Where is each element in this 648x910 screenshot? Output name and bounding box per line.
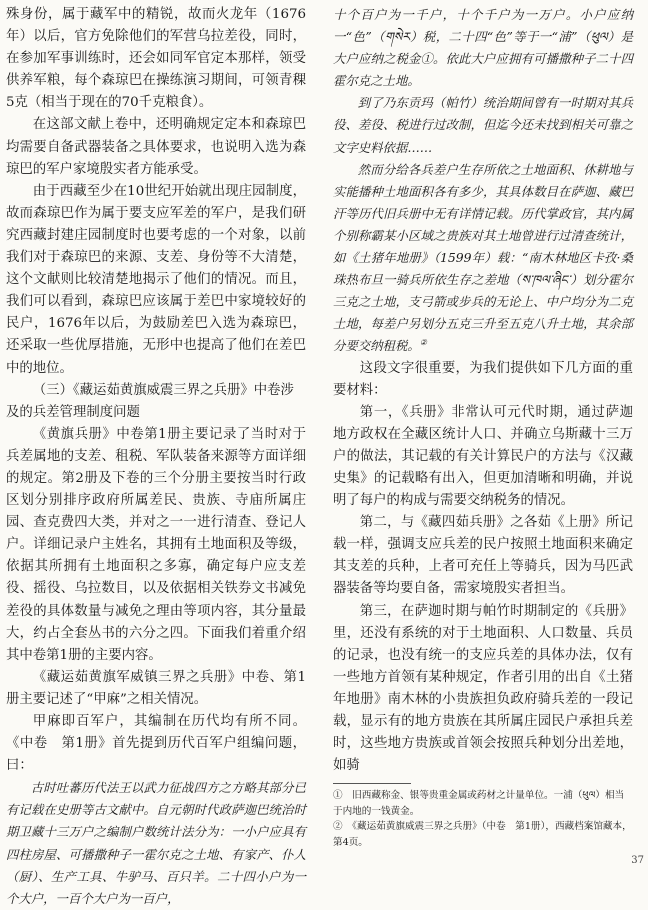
paragraph: 在这部文献上卷中，还明确规定定本和森琼巴均需要自备武器装备之具体要求，也说明入选为森琼巴的军户家境殷实者方能承受。 (6, 117, 306, 177)
paragraph: 第一，《兵册》非常认可元代时期，通过萨迦地方政权在全藏区统计人口、并确立乌斯藏十三万户的做法，其记载的有关计算民户的方法与《汉藏史集》的记载略有出入，但更加清晰和明确，并说明了每户的构成与需要交纳税务的情况。 (333, 404, 633, 509)
section-heading: （三）《藏运茹黄旗威震三界之兵册》中卷涉及的兵差管理制度问题 (6, 382, 294, 420)
block-quote: 古时吐蕃历代法王以武力征战四方之方略其部分已有记载在史册等古文献中。自元朝时代政萨迦巴统治时期卫藏十三万户之编制户数统计法分为：一小户应具有四柱房屋、可播撒种子一霍尔克之土地、有家产、仆人（厨）、生产工具、牛驴马、百只羊。二十四小户为一个大户，一百个大户为一百户， (6, 780, 306, 906)
right-column (333, 4, 633, 850)
paragraph: 这段文字很重要，为我们提供如下几方面的重要材料： (333, 360, 633, 398)
block-quote: 到了乃东贡玛（帕竹）统治期间曾有一时期对其兵役、差役、税进行过改制，但迄今还未找到相关可靠之文字史料依据…… (333, 95, 633, 155)
footnote-divider (333, 783, 411, 784)
paragraph: 《藏运茹黄旗军威镇三界之兵册》中卷、第1册主要记述了“甲麻”之相关情况。 (6, 669, 306, 707)
paragraph: 殊身份，属于藏军中的精锐，故而火龙年（1676年）以后，官方免除他们的军营乌拉差役，同时，在参加军事训练时，还会如同军官定本那样，领受供养军粮，每个森琼巴在操练演习期间，可领青稞5克（相当于现在的70千克粮食）。 (6, 7, 306, 111)
paragraph: 第二，与《藏四茹兵册》之各茹《上册》所记载一样，强调支应兵差的民户按照土地面积来确定其支差的兵种，上者可充任上等骑兵，因为马匹武器装备等均要自备，需家境殷实者担当。 (333, 515, 633, 597)
left-column (6, 4, 306, 910)
quote-text: 然而分给各兵差户生存所依之土地面积、休耕地与实能播种土地面积各有多少，其具体数目在萨迦、藏巴汗等历代旧兵册中无有详情记载。历代掌政官，其内属个别称霸某小区域之贵族对其土地曾进行过清查统计，如《土猪年地册》（1599年）载：“南木林地区卡孜·桑珠热布旦一骑兵所依生存之差地（ས་ཁལ་ཞིང་）划分霍尔三克之土地，支弓箭或步兵的无论上、中户均分为二克土地，每差户另划分五克三升至五克八升土地，其余部分要交纳租税。 (333, 161, 633, 354)
paragraph: 甲麻即百军户，其编制在历代均有所不同。《中卷 第1册》首先提到历代百军户组编问题，曰： (6, 714, 306, 774)
block-quote (333, 159, 633, 358)
footnote: ② 《藏运茹黄旗威震三界之兵册》（中卷 第1册），西藏档案馆藏本，第4页。 (333, 821, 632, 848)
footnote: ① 旧西藏称金、银等贵重金属或药材之计量单位。一浦（ཕུལ）相当于内地的一钱黄金。 (333, 790, 625, 817)
paragraph: 由于西藏至少在10世纪开始就出现庄园制度，故而森琼巴作为属于要支应军差的军户，是我们研究西藏封建庄园制度时也要考虑的一个对象，以前我们对于森琼巴的来源、支差、身份等不大清楚，这个文献则比较清楚地揭示了他们的情况。而且，我们可以看到，森琼巴应该属于差巴中家境较好的民户，1676年以后，为鼓励差巴入选为森琼巴，还采取一些优厚措施，无形中也提高了他们在差巴中的地位。 (6, 183, 306, 376)
paragraph: 第三，在萨迦时期与帕竹时期制定的《兵册》里，还没有系统的对于土地面积、人口数量、兵员的记录，也没有统一的支应兵差的具体办法，仅有一些地方首领有某种规定，作者引用的出自《土猪年地册》南木林的小贵族担负政府骑兵差的一段记载，显示有的地方贵族在其所属庄园民户承担兵差时，这些地方贵族或首领会按照兵种划分出差地，如骑 (333, 603, 633, 774)
block-quote: 十个百户为一千户，十个千户为一万户。小户应纳一“色”（གསེར）税，二十四“色”等于一“浦”（ཕུལ）是大户应纳之税金①。依此大户应拥有可播撒种子二十四霍尔克之土地。 (333, 7, 633, 89)
paragraph: 《黄旗兵册》中卷第1册主要记录了当时对于兵差属地的支差、租税、军队装备来源等方面详细的规定。第2册及下卷的三个分册主要按当时行政区划分别排序政府所属差民、贵族、寺庙所属庄园、查克费四大类，并对之一一进行清查、登记人户。详细记录户主姓名，其拥有土地面积及等级，依据其所拥有土地面积之多寡，确定每户应支差役、摇役、乌拉数目，以及依据相关铁券文书减免差役的具体数量与减免之理由等项内容，其分量最大，约占全套丛书的六分之四。下面我们着重介绍其中卷第1册的主要内容。 (6, 426, 306, 663)
page-number: 37 (631, 855, 644, 866)
footnote-marker: ② (419, 338, 427, 348)
